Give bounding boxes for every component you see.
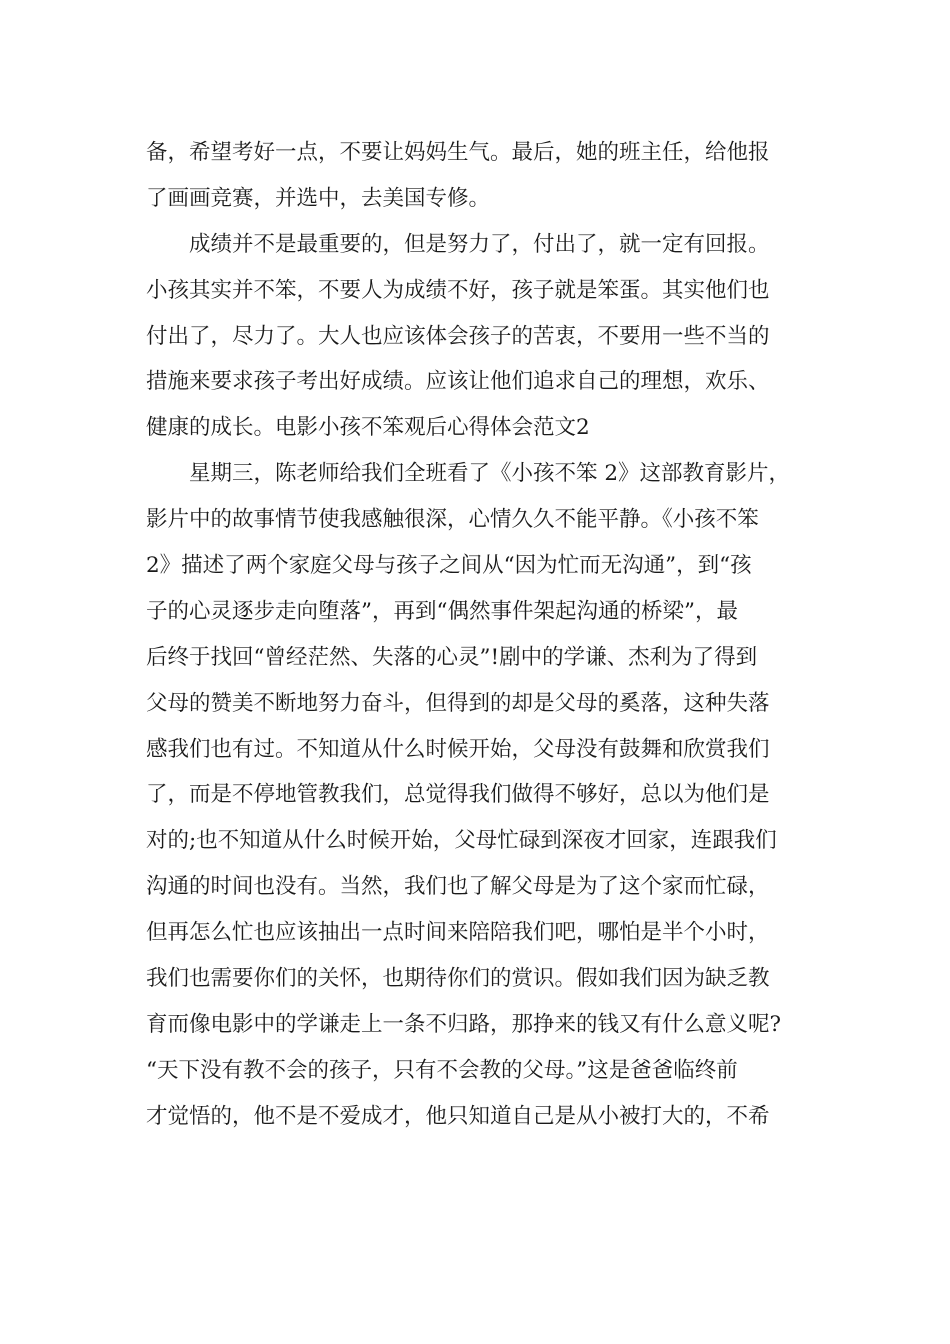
paragraph-start-line: 成绩并不是最重要的，但是努力了，付出了，就一定有回报。 — [189, 231, 770, 257]
text-line: 沟通的时间也没有。当然，我们也了解父母是为了这个家而忙碌， — [146, 874, 770, 900]
text-line: 措施来要求孩子考出好成绩。应该让他们追求自己的理想，欢乐、 — [146, 369, 770, 395]
text-line: 感我们也有过。不知道从什么时候开始，父母没有鼓舞和欣赏我们 — [146, 736, 770, 762]
text-line: 才觉悟的，他不是不爱成才，他只知道自己是从小被打大的，不希 — [146, 1103, 770, 1129]
text-line: 后终于找回“曾经茫然、失落的心灵”!剧中的学谦、杰利为了得到 — [146, 644, 758, 670]
body-text — [146, 130, 818, 1140]
text-line: 健康的成长。电影小孩不笨观后心得体会范文2 — [146, 415, 590, 441]
text-line: 2》描述了两个家庭父母与孩子之间从“因为忙而无沟通”，到“孩 — [146, 553, 752, 579]
text-line: 对的;也不知道从什么时候开始，父母忙碌到深夜才回家，连跟我们 — [146, 828, 777, 854]
text-line: 我们也需要你们的关怀，也期待你们的赏识。假如我们因为缺乏教 — [146, 966, 770, 992]
text-line: 了画画竞赛，并选中，去美国专修。 — [146, 185, 491, 211]
text-line: 父母的赞美不断地努力奋斗，但得到的却是父母的奚落，这种失落 — [146, 690, 770, 716]
text-line: 付出了，尽力了。大人也应该体会孩子的苦衷，不要用一些不当的 — [146, 323, 770, 349]
text-line: 了，而是不停地管教我们，总觉得我们做得不够好，总以为他们是 — [146, 782, 770, 808]
text-line: 备，希望考好一点，不要让妈妈生气。最后，她的班主任，给他报 — [146, 140, 770, 165]
text-line: 小孩其实并不笨，不要人为成绩不好，孩子就是笨蛋。其实他们也 — [146, 277, 770, 303]
text-line: 育而像电影中的学谦走上一条不归路，那挣来的钱又有什么意义呢? — [146, 1011, 782, 1037]
text-line: 但再怎么忙也应该抽出一点时间来陪陪我们吧，哪怕是半个小时， — [146, 920, 770, 946]
text-line: 子的心灵逐步走向堕落”，再到“偶然事件架起沟通的桥梁”，最 — [146, 598, 738, 624]
text-line: 影片中的故事情节使我感触很深，心情久久不能平静。《小孩不笨 — [146, 507, 759, 533]
text-line: “天下没有教不会的孩子，只有不会教的父母。”这是爸爸临终前 — [146, 1057, 738, 1083]
paragraph-start-line: 星期三，陈老师给我们全班看了《小孩不笨 2》这部教育影片， — [189, 461, 791, 487]
